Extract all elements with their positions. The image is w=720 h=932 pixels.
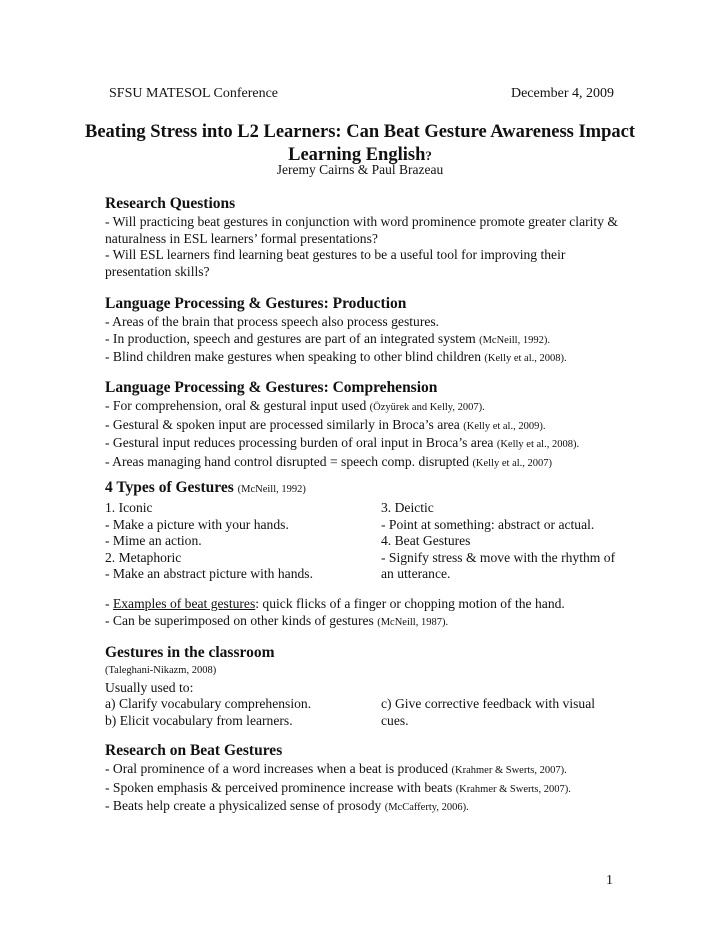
column-left (105, 500, 381, 583)
list-item: - Spoken emphasis & perceived prominence increase with beats (Krahmer & Swerts, 2007). (105, 779, 571, 795)
section-classroom (105, 643, 620, 729)
page-number: 1 (606, 873, 613, 888)
citation: (McNeill, 1992) (237, 484, 306, 495)
list-item: - Make an abstract picture with hands. (105, 566, 313, 582)
section-research-beat (105, 741, 620, 817)
citation: (Özyürek and Kelly, 2007). (369, 402, 485, 413)
list-item: - Gestural input reduces processing burden of oral input in Broca’s area (Kelly et al., 2008). (105, 435, 580, 451)
citation: (McNeill, 1987). (377, 616, 449, 628)
list-item: c) Give corrective feedback with visual cues. (381, 696, 596, 728)
list-item: 3. Deictic (381, 500, 434, 515)
column-left (105, 696, 381, 729)
column-right (381, 696, 620, 729)
two-column-list (105, 500, 620, 583)
section-gesture-types (105, 478, 620, 583)
header-date: December 4, 2009 (510, 86, 614, 101)
list-item: - Blind children make gestures when speaking to other blind children (Kelly et al., 2008). (105, 349, 567, 365)
citation: (McNeill, 1992). (479, 334, 550, 346)
section-production (105, 294, 620, 368)
list-item: - Signify stress & move with the rhythm of an utterance. (381, 549, 616, 582)
list-item: - In production, speech and gestures are part of an integrated system (McNeill, 1992). (105, 330, 550, 346)
list-item: b) Elicit vocabulary from learners. (105, 712, 293, 728)
two-column-list (105, 696, 620, 729)
section-heading: 4 Types of Gestures (McNeill, 1992) (105, 479, 306, 496)
section-heading: Language Processing & Gestures: Comprehension (105, 379, 438, 396)
citation: (Krahmer & Swerts, 2007). (451, 765, 567, 776)
citation: (Taleghani-Nikazm, 2008) (105, 665, 217, 676)
list-item: - Areas managing hand control disrupted = speech comp. disrupted (Kelly et al., 2007) (105, 453, 553, 469)
intro-text: Usually used to: (105, 679, 194, 695)
list-item: - Can be superimposed on other kinds of gestures (McNeill, 1987). (105, 612, 449, 628)
section-heading: Gestures in the classroom (105, 644, 275, 661)
list-item: - Oral prominence of a word increases when a beat is produced (Krahmer & Swerts, 2007). (105, 761, 567, 776)
list-item: - Gestural & spoken input are processed similarly in Broca’s area (Kelly et al., 2009). (105, 416, 546, 432)
section-heading: Research on Beat Gestures (105, 742, 283, 759)
citation: (Kelly et al., 2008). (496, 439, 580, 451)
beat-gesture-notes (105, 596, 620, 631)
title-text: Beating Stress into L2 Learners: Can Beat Gesture Awareness Impact Learning English (85, 122, 635, 165)
list-item: 4. Beat Gestures (381, 533, 471, 549)
list-item: - Examples of beat gestures: quick flicks of a finger or chopping motion of the hand. (105, 596, 565, 611)
section-comprehension (105, 378, 620, 472)
document-title (60, 121, 660, 167)
section-heading: Language Processing & Gestures: Production (105, 295, 407, 312)
authors: Jeremy Cairns & Paul Brazeau (276, 162, 444, 177)
list-item: - Will ESL learners find learning beat gestures to be a useful tool for improving their presentation skills? (105, 247, 566, 279)
list-item: a) Clarify vocabulary comprehension. (105, 696, 312, 712)
citation: (Krahmer & Swerts, 2007). (455, 783, 571, 795)
list-item: 1. Iconic (105, 500, 153, 515)
section-research-questions (105, 194, 620, 280)
citation: (Kelly et al., 2008). (484, 353, 567, 365)
list-item: - Make a picture with your hands. (105, 516, 289, 532)
citation: (Kelly et al., 2007) (472, 457, 553, 469)
list-item: - Will practicing beat gestures in conjunction with word prominence promote greater clarity & naturalness in ESL learners’ formal presentations? (105, 214, 618, 246)
list-item: 2. Metaphoric (105, 549, 182, 565)
section-heading: Research Questions (105, 195, 236, 212)
column-right (381, 500, 620, 583)
list-item: - Beats help create a physicalized sense of prosody (McCafferty, 2006). (105, 798, 469, 814)
underlined-term: Examples of beat gestures (112, 596, 256, 611)
citation: (McCafferty, 2006). (384, 802, 469, 814)
header-conference: SFSU MATESOL Conference (109, 86, 279, 101)
list-item: - Point at something: abstract or actual. (381, 516, 595, 532)
list-item: - Mime an action. (105, 533, 202, 549)
citation: (Kelly et al., 2009). (463, 420, 546, 432)
title-question-mark: ? (425, 148, 432, 163)
list-item: - For comprehension, oral & gestural input used (Özyürek and Kelly, 2007). (105, 398, 485, 413)
list-item: - Areas of the brain that process speech also process gestures. (105, 314, 440, 329)
